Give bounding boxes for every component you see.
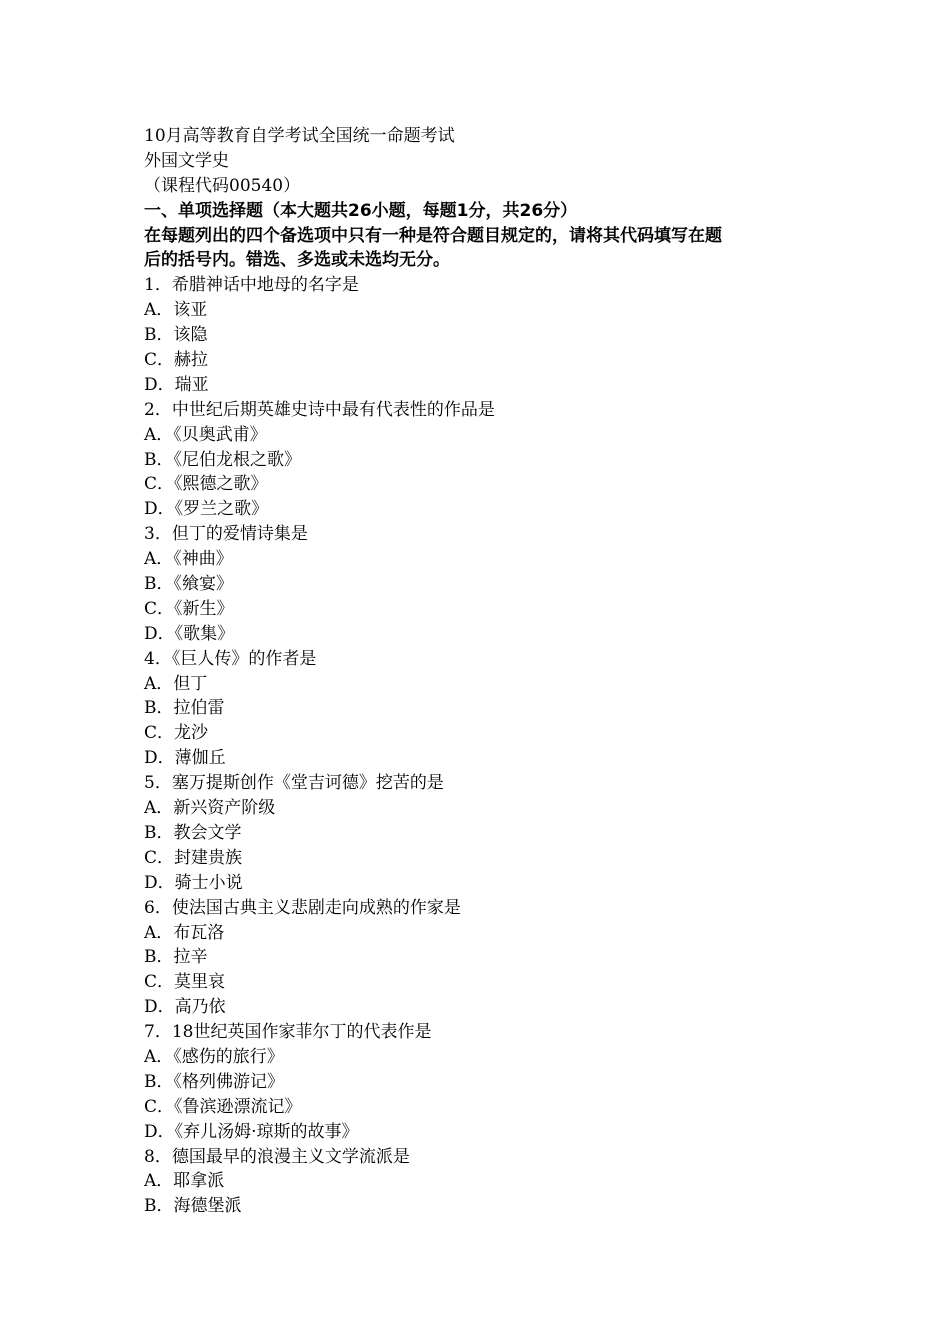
question-6 bbox=[144, 896, 824, 1020]
subject-title: 外国文学史 bbox=[144, 150, 229, 171]
option-b: B．海德堡派 bbox=[144, 1196, 242, 1217]
option-b: B．《格列佛游记》 bbox=[144, 1071, 284, 1092]
option-a: A．布瓦洛 bbox=[144, 922, 225, 943]
option-b: B．《尼伯龙根之歌》 bbox=[144, 449, 301, 470]
question-stem: 8．德国最早的浪漫主义文学流派是 bbox=[144, 1146, 410, 1167]
option-c: C．赫拉 bbox=[144, 350, 209, 371]
question-2 bbox=[144, 398, 824, 522]
option-d: D．《罗兰之歌》 bbox=[144, 499, 269, 520]
option-d: D．瑞亚 bbox=[144, 374, 209, 395]
option-a: A．耶拿派 bbox=[144, 1171, 225, 1192]
option-a: A．但丁 bbox=[144, 673, 208, 694]
option-c: C．封建贵族 bbox=[144, 847, 243, 868]
option-d: D．《歌集》 bbox=[144, 623, 235, 644]
question-stem: 5．塞万提斯创作《堂吉诃德》挖苦的是 bbox=[144, 773, 444, 794]
option-b: B．拉辛 bbox=[144, 947, 208, 968]
question-stem: 1．希腊神话中地母的名字是 bbox=[144, 275, 359, 296]
option-c: C．莫里哀 bbox=[144, 972, 226, 993]
option-d: D．骑士小说 bbox=[144, 872, 243, 893]
question-stem: 6．使法国古典主义悲剧走向成熟的作家是 bbox=[144, 897, 461, 918]
option-b: B．该隐 bbox=[144, 325, 208, 346]
question-stem: 4．《巨人传》的作者是 bbox=[144, 648, 317, 669]
exam-title: 10月高等教育自学考试全国统一命题考试 bbox=[144, 126, 455, 146]
option-a: A．该亚 bbox=[144, 300, 208, 321]
section-instruction-line1: 在每题列出的四个备选项中只有一种是符合题目规定的，请将其代码填写在题 bbox=[144, 225, 722, 246]
option-c: C．《熙德之歌》 bbox=[144, 474, 268, 495]
course-code: （课程代码00540） bbox=[144, 175, 301, 196]
option-a: A．《感伤的旅行》 bbox=[144, 1046, 284, 1067]
section-instruction-line2: 后的括号内。错选、多选或未选均无分。 bbox=[144, 250, 450, 271]
option-b: B．教会文学 bbox=[144, 822, 242, 843]
question-5 bbox=[144, 771, 824, 895]
option-c: C．《鲁滨逊漂流记》 bbox=[144, 1096, 302, 1117]
option-b: B．拉伯雷 bbox=[144, 698, 225, 719]
question-stem: 3．但丁的爱情诗集是 bbox=[144, 524, 308, 545]
question-4 bbox=[144, 647, 824, 771]
question-3 bbox=[144, 522, 824, 646]
option-a: A．《神曲》 bbox=[144, 549, 233, 570]
option-d: D．薄伽丘 bbox=[144, 748, 226, 769]
option-b: B．《飨宴》 bbox=[144, 574, 233, 595]
option-d: D．高乃依 bbox=[144, 997, 226, 1018]
question-stem: 7．18世纪英国作家菲尔丁的代表作是 bbox=[144, 1022, 432, 1043]
option-a: A．《贝奥武甫》 bbox=[144, 424, 267, 445]
option-d: D．《弃儿汤姆·琼斯的故事》 bbox=[144, 1121, 359, 1142]
option-c: C．龙沙 bbox=[144, 723, 209, 744]
option-a: A．新兴资产阶级 bbox=[144, 798, 276, 819]
exam-content bbox=[144, 124, 824, 1219]
section-title: 一、单项选择题（本大题共26小题，每题1分，共26分） bbox=[144, 200, 578, 221]
option-c: C．《新生》 bbox=[144, 598, 234, 619]
question-stem: 2．中世纪后期英雄史诗中最有代表性的作品是 bbox=[144, 399, 495, 420]
question-1 bbox=[144, 273, 824, 397]
question-7 bbox=[144, 1020, 824, 1144]
question-8 bbox=[144, 1145, 824, 1220]
